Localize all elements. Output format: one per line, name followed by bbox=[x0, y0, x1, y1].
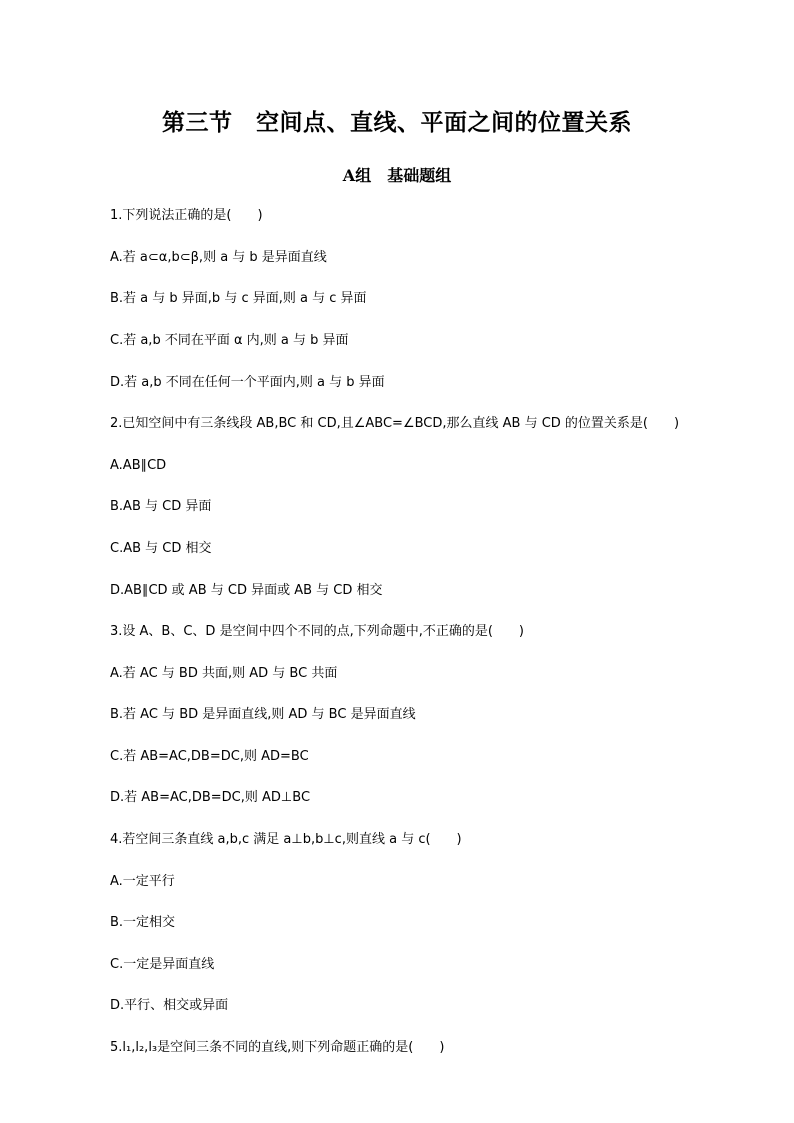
section-title: 第三节 空间点、直线、平面之间的位置关系 bbox=[162, 109, 632, 136]
question-5-stem: 5.l₁,l₂,l₃是空间三条不同的直线,则下列命题正确的是( ) bbox=[110, 1040, 445, 1055]
question-2-option-c: C.AB 与 CD 相交 bbox=[110, 541, 212, 556]
question-2-option-d: D.AB∥CD 或 AB 与 CD 异面或 AB 与 CD 相交 bbox=[110, 583, 383, 598]
question-3-option-b: B.若 AC 与 BD 是异面直线,则 AD 与 BC 是异面直线 bbox=[110, 707, 416, 722]
question-3-option-d: D.若 AB=AC,DB=DC,则 AD⊥BC bbox=[110, 790, 311, 805]
question-1-option-d: D.若 a,b 不同在任何一个平面内,则 a 与 b 异面 bbox=[110, 375, 385, 390]
question-1-option-b: B.若 a 与 b 异面,b 与 c 异面,则 a 与 c 异面 bbox=[110, 291, 367, 306]
question-1-stem: 1.下列说法正确的是( ) bbox=[110, 208, 263, 223]
question-1-option-a: A.若 a⊂α,b⊂β,则 a 与 b 是异面直线 bbox=[110, 250, 327, 265]
question-2-option-a: A.AB∥CD bbox=[110, 458, 167, 473]
question-2-option-b: B.AB 与 CD 异面 bbox=[110, 499, 212, 514]
question-4-option-a: A.一定平行 bbox=[110, 874, 175, 889]
question-3-option-c: C.若 AB=AC,DB=DC,则 AD=BC bbox=[110, 749, 309, 764]
question-4-option-d: D.平行、相交或异面 bbox=[110, 998, 229, 1013]
question-3-option-a: A.若 AC 与 BD 共面,则 AD 与 BC 共面 bbox=[110, 666, 338, 681]
question-4-option-c: C.一定是异面直线 bbox=[110, 957, 215, 972]
question-3-stem: 3.设 A、B、C、D 是空间中四个不同的点,下列命题中,不正确的是( ) bbox=[110, 624, 524, 639]
question-1-option-c: C.若 a,b 不同在平面 α 内,则 a 与 b 异面 bbox=[110, 333, 349, 348]
question-4-option-b: B.一定相交 bbox=[110, 915, 176, 930]
group-title: A组 基础题组 bbox=[342, 166, 452, 185]
question-2-stem: 2.已知空间中有三条线段 AB,BC 和 CD,且∠ABC=∠BCD,那么直线 AB 与 CD 的位置关系是( ) bbox=[110, 416, 680, 431]
question-4-stem: 4.若空间三条直线 a,b,c 满足 a⊥b,b⊥c,则直线 a 与 c( ) bbox=[110, 832, 462, 847]
